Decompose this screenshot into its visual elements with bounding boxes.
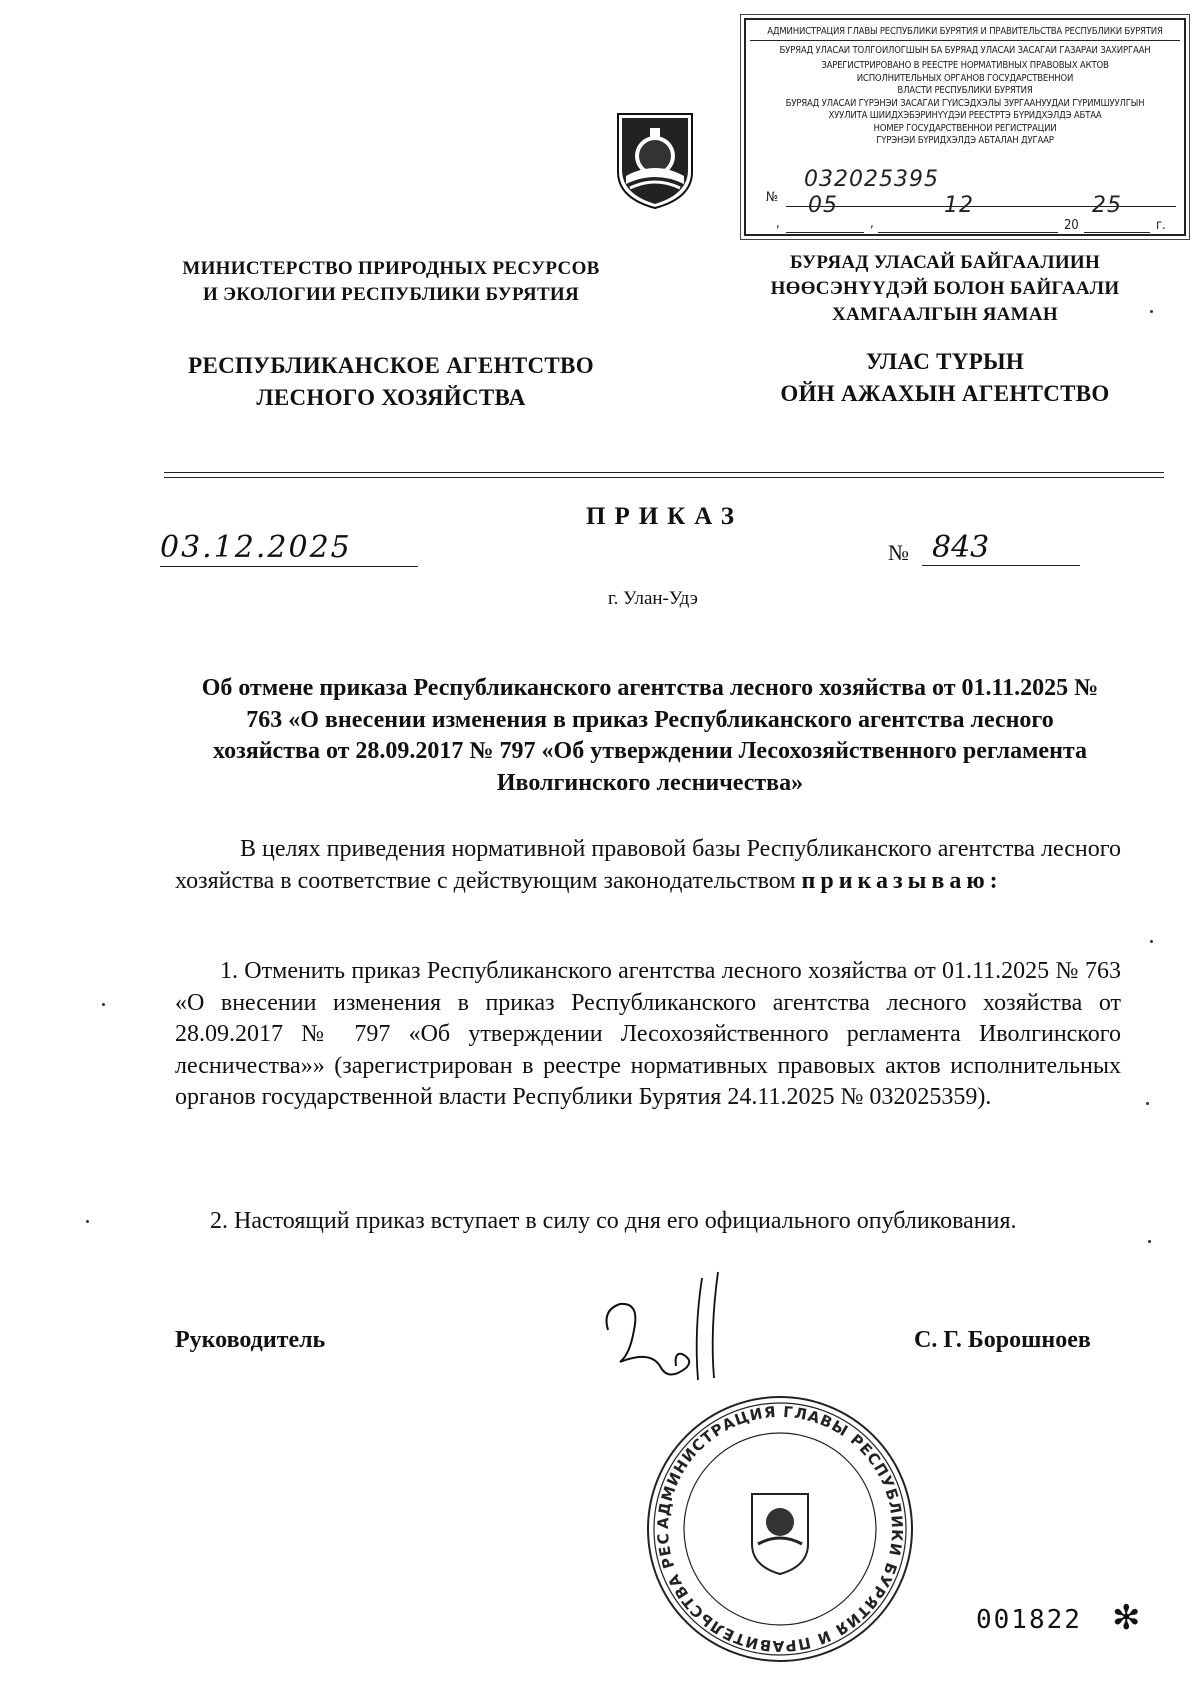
reg-stamp-line-6: БУРЯАД УЛАСАЙ ГҮРЭНЭЙ ЗАСАГАЙ ГҮЙСЭДХЭЛЫ ЗУРГААНУУДАЙ ГҮРИМШУУЛГЫН: [785, 97, 1145, 109]
right-ministry-line-1: БУРЯАД УЛАСАЙ БАЙГААЛИИН: [789, 252, 1101, 273]
header-divider-thin: [164, 477, 1164, 478]
document-title: ПРИКАЗ: [586, 503, 743, 530]
left-agency-line-2: ЛЕСНОГО ХОЗЯЙСТВА: [256, 385, 526, 410]
coat-of-arms-emblem: [616, 110, 694, 210]
reg-stamp-line-5: ВЛАСТИ РЕСПУБЛИКИ БУРЯТИЯ: [897, 85, 1033, 96]
order-number: 843: [922, 530, 1080, 566]
right-ministry-line-2: НӨӨСЭНҮҮДЭЙ БОЛОН БАЙГААЛИ: [770, 278, 1120, 299]
left-agency-line-1: РЕСПУБЛИКАНСКОЕ АГЕНТСТВО: [188, 353, 594, 378]
right-agency-name: [745, 346, 1145, 410]
reg-year-prefix: 20: [1064, 218, 1079, 233]
left-ministry-name: [166, 256, 616, 308]
scan-speck: [86, 1220, 89, 1223]
reg-stamp-line-3: ЗАРЕГИСТРИРОВАНО В РЕЕСТРЕ НОРМАТИВНЫХ ПРАВОВЫХ АКТОВ: [821, 60, 1109, 71]
reg-stamp-line-8: НОМЕР ГОСУДАРСТВЕННОЙ РЕГИСТРАЦИИ: [873, 122, 1057, 134]
emblem-icon: [616, 110, 694, 210]
reg-day: 05: [808, 193, 838, 218]
scan-speck: [1146, 1102, 1149, 1105]
left-ministry-line-2: И ЭКОЛОГИИ РЕСПУБЛИКИ БУРЯТИЯ: [202, 284, 580, 305]
order-date: 03.12.2025: [160, 530, 418, 567]
left-ministry-line-1: МИНИСТЕРСТВО ПРИРОДНЫХ РЕСУРСОВ: [182, 258, 600, 279]
right-ministry-line-3: ХАМГААЛГЫН ЯАМАН: [832, 304, 1058, 325]
reg-number-value: 032025395: [804, 167, 939, 192]
order-word: приказываю:: [801, 867, 1003, 894]
header-divider: [164, 472, 1164, 473]
official-seal: [640, 1384, 920, 1674]
body-preamble: [175, 834, 1121, 897]
reg-month: 12: [944, 193, 974, 218]
serial-mark: ✻: [1112, 1598, 1141, 1638]
registration-stamp: АДМИНИСТРАЦИЯ ГЛАВЫ РЕСПУБЛИКИ БУРЯТИЯ И ПРАВИТЕЛЬСТВА РЕСПУБЛИКИ БУРЯТИЯ БУРЯАД УЛАСАЙ ТОЛГОЙЛОГШЫН БА БУРЯАД УЛАСАЙ ЗАСАГАЙ ГАЗАРАЙ ЗАХИРГААН ЗАРЕГИСТРИРОВАНО В РЕЕСТРЕ НОРМАТИВНЫХ ПРАВОВЫХ АКТОВ ИСПОЛНИТЕЛЬНЫХ ОРГАНОВ ГОСУДАРСТВЕННОЙ ВЛАСТИ РЕСПУБЛИКИ БУРЯТИЯ БУРЯАД УЛАСАЙ ГҮРЭНЭЙ ЗАСАГАЙ ГҮЙСЭДХЭЛЫ ЗУРГААНУУДАЙ ГҮРИМШУУЛГЫН ХУУЛИТА ШИИДХЭБЭРИНҮҮДЭЙ РЕЕСТРТЭ БҮРИДХЭЛДЭ АБТАА НОМЕР ГОСУДАРСТВЕННОЙ РЕГИСТРАЦИИ ГҮРЭНЭЙ БҮРИДХЭЛДЭ АБТАЛАН ДУГААР № 032025395 , 05 , 12 20 25 г.: [744, 18, 1186, 236]
order-number-label: №: [888, 540, 909, 565]
scan-speck: [1148, 1240, 1151, 1243]
seal-text: АДМИНИСТРАЦИЯ ГЛАВЫ РЕСПУБЛИКИ БУРЯТИЯ И ПРАВИТЕЛЬСТВА РЕС: [653, 1402, 907, 1656]
reg-stamp-line-7: ХУУЛИТА ШИИДХЭБЭРИНҮҮДЭЙ РЕЕСТРТЭ БҮРИДХЭЛДЭ АБТАА: [828, 110, 1102, 121]
reg-number-label: №: [766, 190, 778, 205]
body-item-2: 2. Настоящий приказ вступает в силу со дня его официального опубликования.: [210, 1208, 1017, 1234]
reg-year-suffix: 25: [1092, 193, 1122, 218]
right-agency-line-2: ОЙН АЖАХЫН АГЕНТСТВО: [780, 381, 1110, 406]
preamble-text: В целях приведения нормативной правовой базы Республиканского агентства лесного хозяйства в соответствие с действующим законодательством: [175, 836, 1121, 894]
right-ministry-name: [745, 250, 1145, 328]
scan-speck: [102, 1003, 105, 1006]
body-item-1: 1. Отменить приказ Республиканского агентства лесного хозяйства от 01.11.2025 № 763 «О внесении изменения в приказ Республиканского агентства лесного хозяйства от 28.09.2017 № 797 «Об утверждении Лесохозяйственного регламента Иволгинского лесничества»» (зарегистрирован в реестре нормативных правовых актов исполнительных органов государственной власти Республики Бурятия 24.11.2025 № 032025359).: [175, 958, 1121, 1110]
scan-speck: [1150, 940, 1153, 943]
right-agency-line-1: УЛАС ТҮРЫН: [865, 349, 1025, 374]
scan-speck: [1150, 310, 1153, 313]
order-subject: Об отмене приказа Республиканского агентства лесного хозяйства от 01.11.2025 № 763 «О внесении изменения в приказ Республиканского агентства лесного хозяйства от 28.09.2017 № 797 «Об утверждении Лесохозяйственного регламента Иволгинского лесничества»: [201, 675, 1099, 796]
reg-stamp-line-9: ГҮРЭНЭЙ БҮРИДХЭЛДЭ АБТАЛАН ДУГААР: [876, 135, 1054, 146]
reg-stamp-line-1: АДМИНИСТРАЦИЯ ГЛАВЫ РЕСПУБЛИКИ БУРЯТИЯ И ПРАВИТЕЛЬСТВА РЕСПУБЛИКИ БУРЯТИЯ: [750, 26, 1180, 41]
signer-name: С. Г. Борошноев: [914, 1327, 1091, 1353]
seal-icon: [640, 1384, 920, 1674]
left-agency-name: [166, 350, 616, 414]
reg-stamp-line-4: ИСПОЛНИТЕЛЬНЫХ ОРГАНОВ ГОСУДАРСТВЕННОЙ: [856, 72, 1074, 84]
signer-role: Руководитель: [175, 1327, 326, 1353]
reg-stamp-line-2: БУРЯАД УЛАСАЙ ТОЛГОЙЛОГШЫН БА БУРЯАД УЛАСАЙ ЗАСАГАЙ ГАЗАРАЙ ЗАХИРГААН: [779, 44, 1151, 56]
document-serial-number: 001822: [976, 1605, 1082, 1635]
order-city: г. Улан-Удэ: [608, 588, 698, 609]
reg-year-end: г.: [1156, 218, 1166, 233]
